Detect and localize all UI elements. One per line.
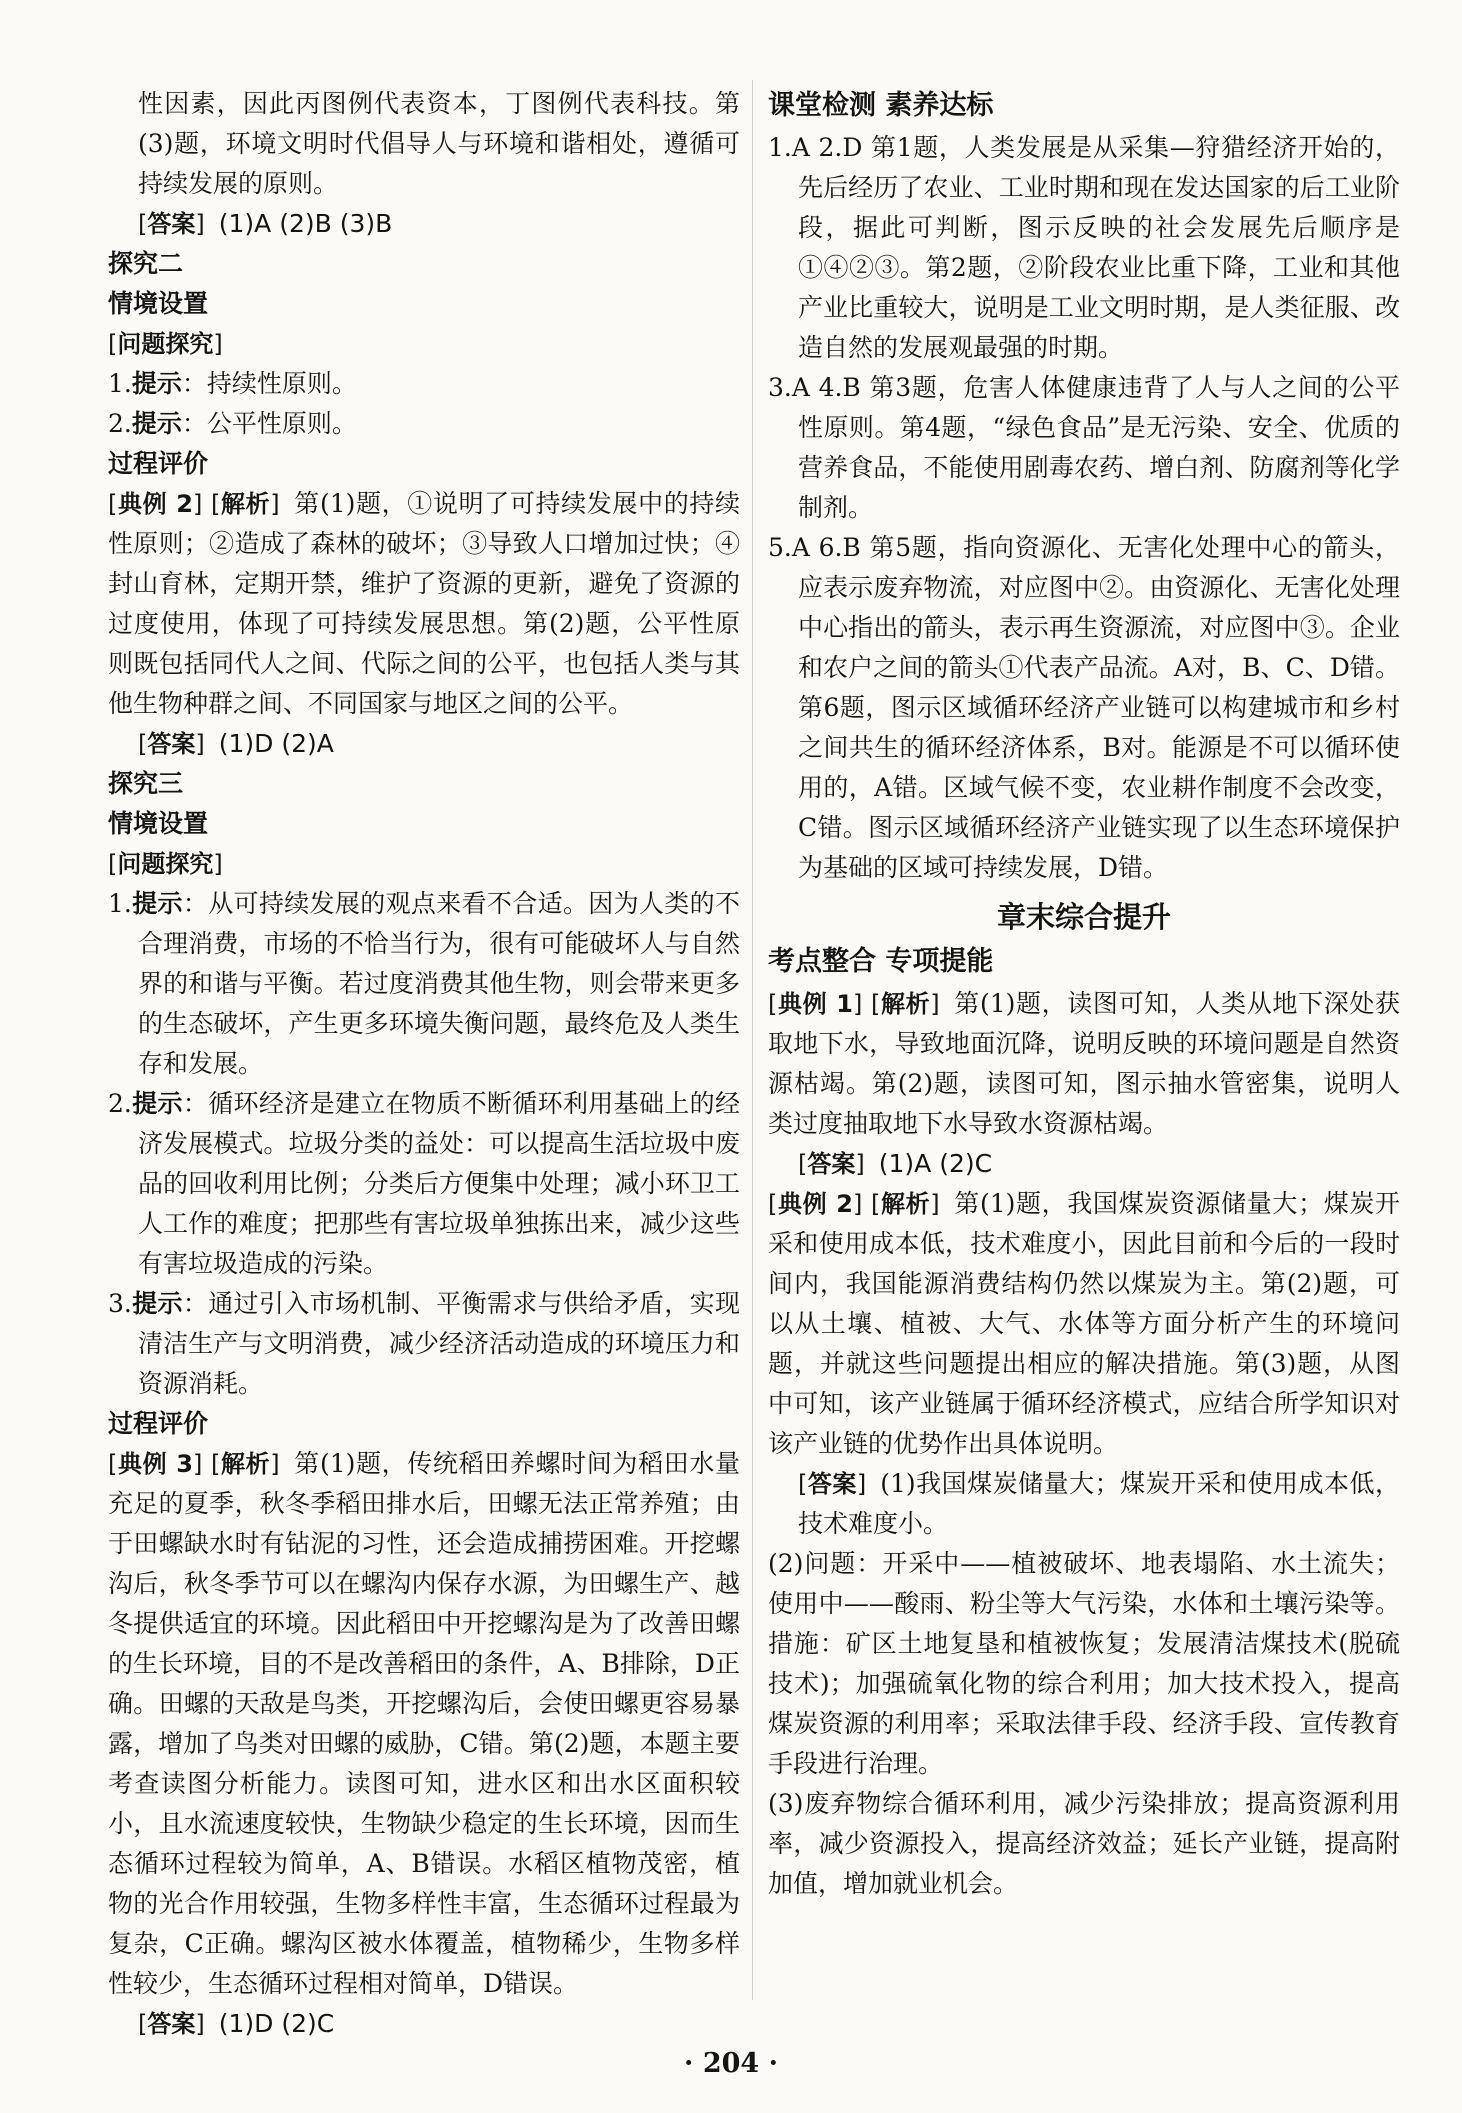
hint-label: 提示 [131,1289,183,1318]
analysis-tag: [ 解析 ] [871,1190,940,1218]
analysis-tag: [ 解析 ] [211,490,280,518]
section-tag-line [108,844,740,884]
answer-tag: [ 答案 ] [798,1470,866,1498]
heading-key-points: 考点整合 专项提能 [768,946,994,977]
answer-paragraph: (2)问题：开采中——植被破坏、地表塌陷、水土流失；使用中——酸雨、粉尘等大气污染，水体和土壤污染等。措施：矿区土地复垦和植被恢复；发展清洁煤技术(脱硫技术)；加强硫氧化物的综合利用；加大技术投入，提高煤炭资源的利用率；采取法律手段、经济手段、宣传教育手段进行治理。 [768,1549,1400,1778]
answer-tag: [ 答案 ] [138,210,205,238]
question-explore-tag: [ 问题探究 ] [108,850,223,878]
heading-process-eval: 过程评价 [108,1409,209,1438]
example-paragraph [108,1444,740,2004]
hint-item: 3.提示：通过引入市场机制、平衡需求与供给矛盾，实现清洁生产与文明消费，减少经济活动造成的环境压力和资源消耗。 [108,1289,740,1398]
answer-line [768,1144,1400,1184]
section-tag-line [108,324,740,364]
example-text: 第(1)题，①说明了可持续发展中的持续性原则；②造成了森林的破坏；③导致人口增加过快；④封山育林，定期开禁，维护了资源的更新，避免了资源的过度使用，体现了可持续发展思想。第(2)题，公平性原则既包括同代人之间、代际之间的公平，也包括人类与其他生物种群之间、不同国家与地区之间的公平。 [108,489,740,718]
example-text: 第(1)题，我国煤炭资源储量大；煤炭开采和使用成本低，技术难度小，因此目前和今后的一段时间内，我国能源消费结构仍然以煤炭为主。第(2)题，可以从土壤、植被、大气、水体等方面分析产生的环境问题，并就这些问题提出相应的解决措施。第(3)题，从图中可知，该产业链属于循环经济模式，应结合所学知识对该产业链的优势作出具体说明。 [768,1189,1400,1458]
answer-text: (1)A (2)B (3)B [218,209,393,238]
example-text: 第(1)题，读图可知，人类从地下深处获取地下水，导致地面沉降，说明反映的环境问题是自然资源枯竭。第(2)题，读图可知，图示抽水管密集，说明人类过度抽取地下水导致水资源枯竭。 [768,989,1400,1138]
page-number: · 204 · [684,2048,778,2079]
right-column [768,84,1400,1904]
example-tag: [ 典例 2 ] [768,1190,862,1218]
analysis-tag: [ 解析 ] [211,1450,280,1478]
answer-tag: [ 答案 ] [798,1150,865,1178]
heading-process-eval: 过程评价 [108,449,209,478]
hint-label: 提示 [131,409,182,438]
question-explore-tag: [ 问题探究 ] [108,330,223,358]
heading-scenario: 情境设置 [108,809,209,838]
heading-explore-3: 探究三 [108,769,184,798]
analysis-tag: [ 解析 ] [871,990,940,1018]
answer-line [108,2004,740,2044]
answer-text: (1)D (2)A [218,729,334,758]
heading-class-test: 课堂检测 素养达标 [768,90,994,121]
answer-line [108,724,740,764]
paragraph: 性因素，因此丙图例代表资本，丁图例代表科技。第(3)题，环境文明时代倡导人与环境和谐相处，遵循可持续发展的原则。 [138,89,740,198]
answer-text: (1)我国煤炭储量大；煤炭开采和使用成本低，技术难度小。 [798,1469,1401,1538]
hint-item: 1.提示：持续性原则。 [108,369,357,398]
left-column [108,84,740,2044]
example-text: 第(1)题，传统稻田养螺时间为稻田水量充足的夏季，秋冬季稻田排水后，田螺无法正常养殖；由于田螺缺水时有钻泥的习性，还会造成捕捞困难。开挖螺沟后，秋冬季节可以在螺沟内保存水源，为田螺生产、越冬提供适宜的环境。因此稻田中开挖螺沟是为了改善田螺的生长环境，目的不是改善稻田的条件，A、B排除，D正确。田螺的天敌是鸟类，开挖螺沟后，会使田螺更容易暴露，增加了鸟类对田螺的威胁，C错。第(2)题，本题主要考查读图分析能力。读图可知，进水区和出水区面积较小，且水流速度较快，生物缺少稳定的生长环境，因而生态循环过程较为简单，A、B错误。水稻区植物茂密，植物的光合作用较强，生物多样性丰富，生态循环过程最为复杂，C正确。螺沟区被水体覆盖，植物稀少，生物多样性较少，生态循环过程相对简单，D错误。 [108,1449,740,1998]
heading-scenario: 情境设置 [108,289,209,318]
hint-label: 提示 [131,889,183,918]
question-answer-item: 5.A 6.B 第5题，指向资源化、无害化处理中心的箭头，应表示废弃物流，对应图中②。由资源化、无害化处理中心指出的箭头，表示再生资源流，对应图中③。企业和农户之间的箭头①代表产品流。A对，B、C、D错。第6题，图示区域循环经济产业链可以构建城市和乡村之间共生的循环经济体系，B对。能源是不可以循环使用的，A错。区域气候不变，农业耕作制度不会改变，C错。图示区域循环经济产业链实现了以生态环境保护为基础的区域可持续发展，D错。 [768,533,1400,882]
heading-explore-2: 探究二 [108,249,184,278]
example-paragraph [108,484,740,724]
hint-item: 2.提示：公平性原则。 [108,409,357,438]
answer-line [768,1464,1400,1544]
question-answer-item: 3.A 4.B 第3题，危害人体健康违背了人与人之间的公平性原则。第4题，“绿色食品”是无污染、安全、优质的营养食品，不能使用剧毒农药、增白剂、防腐剂等化学制剂。 [768,373,1400,522]
hint-item: 2.提示：循环经济是建立在物质不断循环利用基础上的经济发展模式。垃圾分类的益处：可以提高生活垃圾中废品的回收利用比例；分类后方便集中处理；减小环卫工人工作的难度；把那些有害垃圾单独拣出来，减少这些有害垃圾造成的污染。 [108,1089,740,1278]
example-tag: [ 典例 2 ] [108,490,202,518]
answer-tag: [ 答案 ] [138,2010,205,2038]
hint-label: 提示 [131,369,182,398]
answer-text: (1)D (2)C [218,2009,335,2038]
answer-paragraph: (3)废弃物综合循环利用，减少污染排放；提高资源利用率，减少资源投入，提高经济效益；延长产业链，提高附加值，增加就业机会。 [768,1789,1400,1898]
hint-item: 1.提示：从可持续发展的观点来看不合适。因为人类的不合理消费，市场的不恰当行为，很有可能破坏人与自然界的和谐与平衡。若过度消费其他生物，则会带来更多的生态破坏，产生更多环境失衡问题，最终危及人类生存和发展。 [108,889,740,1078]
heading-chapter-summary: 章末综合提升 [996,900,1171,934]
answer-line [108,204,740,244]
column-divider [752,80,753,2000]
answer-tag: [ 答案 ] [138,730,205,758]
example-tag: [ 典例 3 ] [108,1450,202,1478]
answer-text: (1)A (2)C [878,1149,993,1178]
question-answer-item: 1.A 2.D 第1题，人类发展是从采集—狩猎经济开始的，先后经历了农业、工业时期和现在发达国家的后工业阶段，据此可判断，图示反映的社会发展先后顺序是①④②③。第2题，②阶段农业比重下降，工业和其他产业比重较大，说明是工业文明时期，是人类征服、改造自然的发展观最强的时期。 [768,133,1400,362]
example-paragraph [768,1184,1400,1464]
example-tag: [ 典例 1 ] [768,990,862,1018]
example-paragraph [768,984,1400,1144]
hint-label: 提示 [131,1089,183,1118]
